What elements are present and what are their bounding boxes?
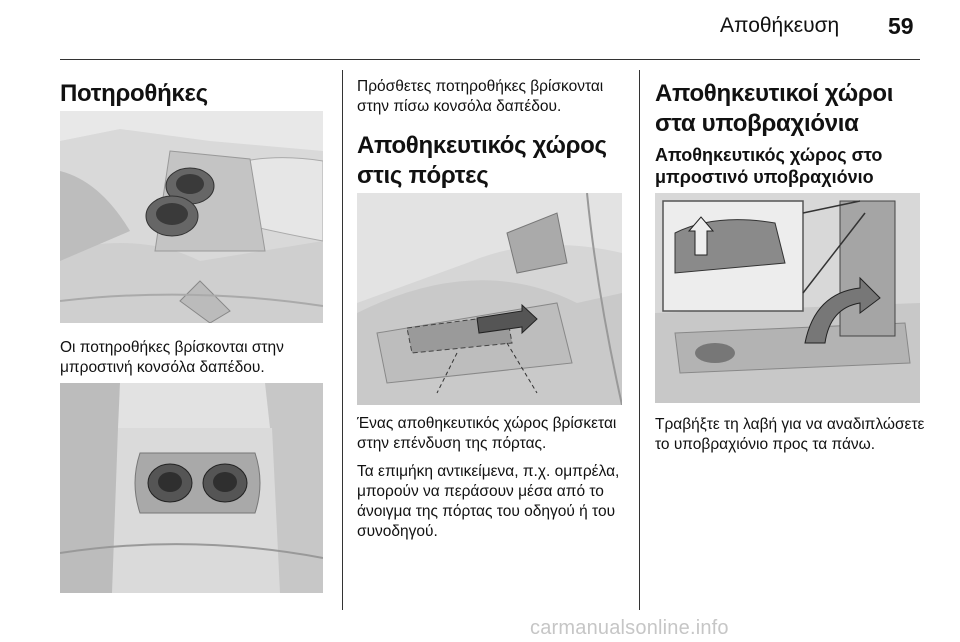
subsection-heading-front-armrest: Αποθηκευτικός χώρος στο μπροστινό υποβραχιόνιο (655, 145, 883, 187)
door-storage-paragraph-2: Τα επιμήκη αντικείμενα, π.χ. ομπρέλα, μπορούν να περάσουν μέσα από το άνοιγμα της πόρτας του οδηγού ή του συνοδηγού. (357, 463, 620, 540)
header-rule (60, 59, 920, 60)
section-heading-armrest-storage: Αποθηκευτικοί χώροι στα υποβραχιόνια (655, 80, 894, 137)
front-armrest-illustration (655, 193, 920, 403)
cupholder-rear-illustration (60, 383, 323, 593)
door-storage-text (357, 414, 632, 550)
door-storage-paragraph-1: Ένας αποθηκευτικός χώρος βρίσκεται στην επένδυση της πόρτας. (357, 415, 617, 452)
column-divider (639, 70, 640, 610)
front-armrest-text: Τραβήξτε τη λαβή για να αναδιπλώσετε το υποβραχιόνιο προς τα πάνω. (655, 416, 925, 453)
column-divider (342, 70, 343, 610)
page-number: 59 (888, 13, 914, 39)
running-header-title: Αποθήκευση (720, 14, 840, 37)
door-storage-illustration (357, 193, 622, 405)
cupholders-text: Οι ποτηροθήκες βρίσκονται στην μπροστινή κονσόλα δαπέδου. (60, 339, 284, 376)
section-heading-cupholders: Ποτηροθήκες (60, 80, 208, 107)
watermark: carmanualsonline.info (530, 617, 729, 639)
cupholder-front-illustration (60, 111, 323, 323)
section-heading-door-storage: Αποθηκευτικός χώρος στις πόρτες (357, 132, 607, 189)
rear-cupholders-text: Πρόσθετες ποτηροθήκες βρίσκονται στην πίσω κονσόλα δαπέδου. (357, 78, 604, 115)
